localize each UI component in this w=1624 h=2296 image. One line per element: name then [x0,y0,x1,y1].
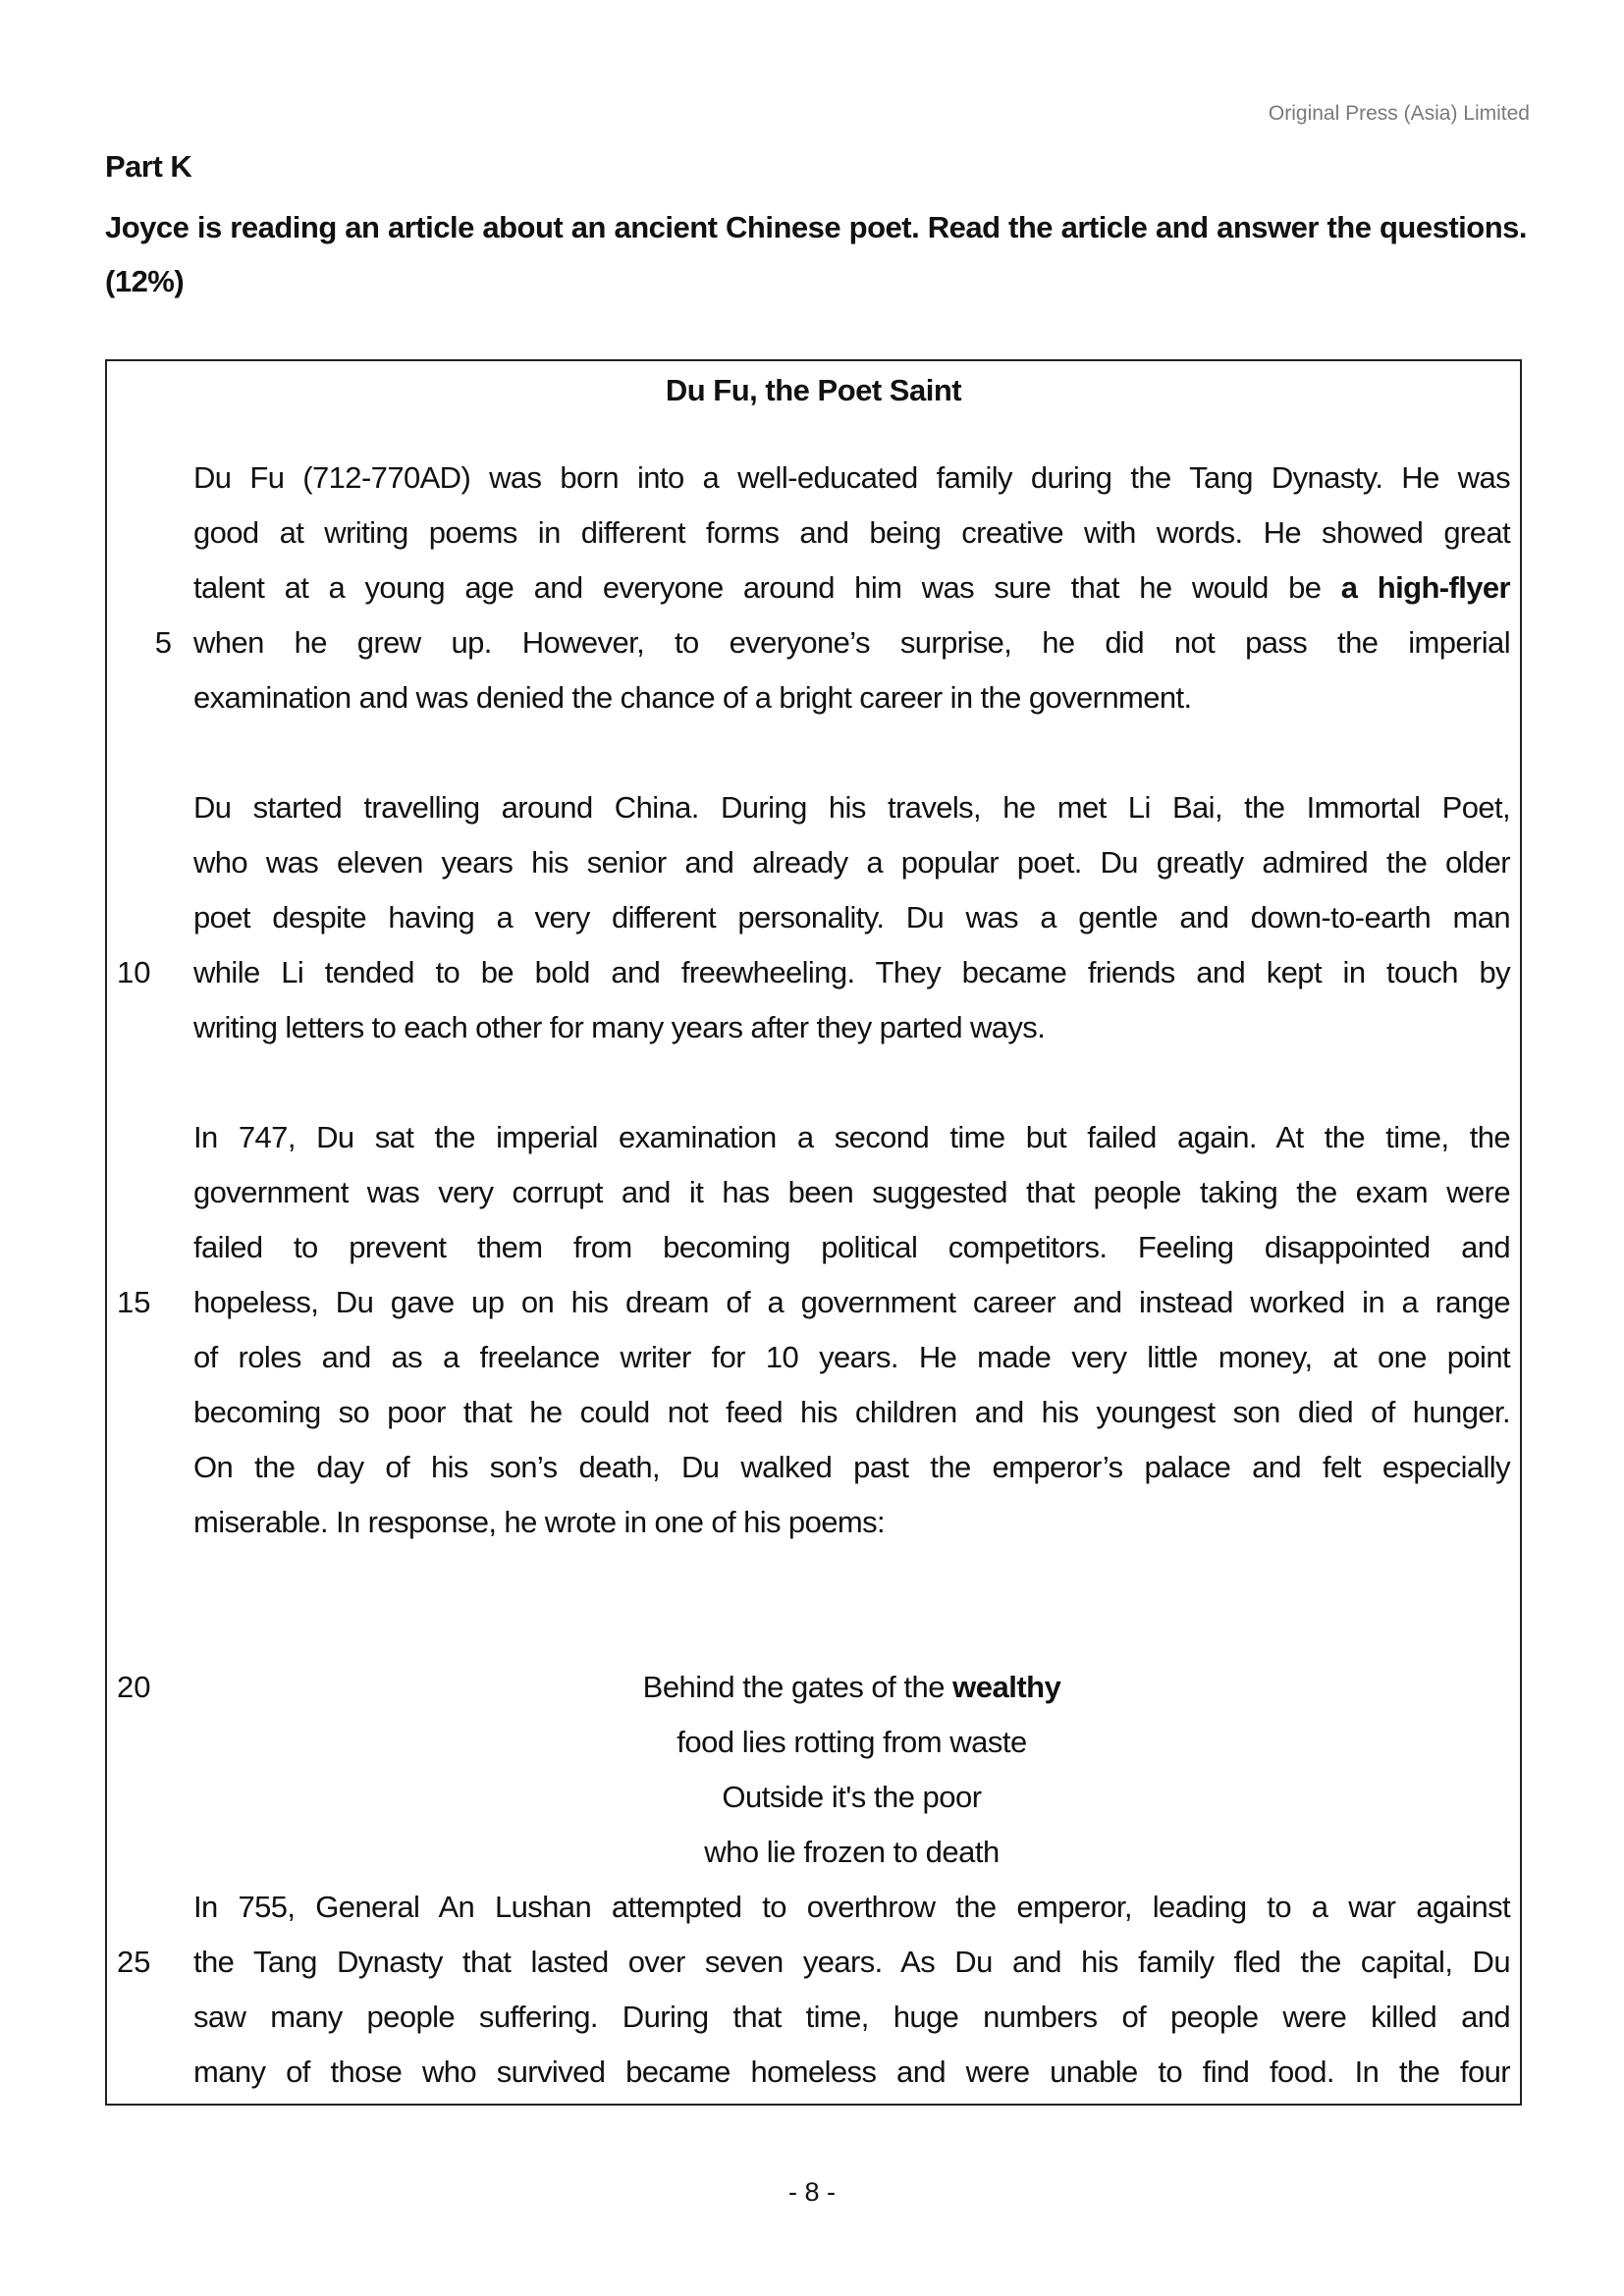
text-line: government was very corrupt and it has been suggested that people taking the exam were [193,1175,1510,1209]
text-line [193,561,1510,615]
text-line: In 747, Du sat the imperial examination a second time but failed again. At the time, the [193,1120,1510,1154]
line-number-10: 10 [117,955,151,989]
text-line: becoming so poor that he could not feed his children and his youngest son died of hunger. [193,1395,1510,1429]
text-line: the Tang Dynasty that lasted over seven years. As Du and his family fled the capital, Du [193,1945,1510,1979]
line-number-15: 15 [117,1285,151,1319]
paragraph-2 [193,780,1510,1055]
text-line: poet despite having a very different personality. Du was a gentle and down-to-earth man [193,900,1510,934]
poem [193,1660,1510,1880]
paragraph-1 [193,451,1510,725]
text-line: while Li tended to be bold and freewheeling. They became friends and kept in touch by [193,955,1510,989]
line-number-5: 5 [154,625,172,660]
paragraph-4 [193,1880,1510,2100]
paragraph-3 [193,1110,1510,1550]
poem-line-1 [193,1660,1510,1715]
part-title: Part K [105,149,192,184]
text-line: failed to prevent them from becoming political competitors. Feeling disappointed and [193,1230,1510,1264]
text-line: On the day of his son’s death, Du walked past the emperor’s palace and felt especially [193,1450,1510,1484]
poem-line-4: who lie frozen to death [704,1835,1000,1869]
publisher-header: Original Press (Asia) Limited [1268,102,1530,125]
text-line: hopeless, Du gave up on his dream of a government career and instead worked in a range [193,1285,1510,1319]
text-line: who was eleven years his senior and already a popular poet. Du greatly admired the older [193,845,1510,880]
text-line: examination and was denied the chance of a bright career in the government. [193,680,1192,715]
text-line: when he grew up. However, to everyone’s surprise, he did not pass the imperial [193,625,1510,660]
text-line: miserable. In response, he wrote in one of his poems: [193,1505,885,1539]
text-fragment: talent at a young age and everyone around him was sure that he would be [193,570,1322,605]
poem-line-2: food lies rotting from waste [677,1725,1027,1759]
poem-line-3: Outside it's the poor [722,1780,982,1814]
text-line: many of those who survived became homeless and were unable to find food. In the four [193,2055,1510,2089]
text-line: saw many people suffering. During that time, huge numbers of people were killed and [193,2000,1510,2034]
text-line: good at writing poems in different forms and being creative with words. He showed great [193,515,1510,550]
text-line: Du started travelling around China. During his travels, he met Li Bai, the Immortal Poet, [193,790,1510,825]
line-number-25: 25 [117,1945,151,1979]
bold-phrase-high-flyer: a high-flyer [1340,570,1510,605]
instructions: Joyce is reading an article about an ancient Chinese poet. Read the article and answer the questions. (12%) [105,210,1527,298]
poem-line-1-text: Behind the gates of the [642,1670,945,1704]
text-line: In 755, General An Lushan attempted to overthrow the emperor, leading to a war against [193,1890,1510,1924]
article-title: Du Fu, the Poet Saint [665,373,962,407]
text-line: of roles and as a freelance writer for 10 years. He made very little money, at one point [193,1340,1510,1374]
text-line: writing letters to each other for many years after they parted ways. [193,1010,1046,1044]
article-box [105,359,1522,2106]
text-line: Du Fu (712-770AD) was born into a well-educated family during the Tang Dynasty. He was [193,460,1510,495]
bold-word-wealthy: wealthy [952,1670,1061,1704]
line-number-20: 20 [117,1670,151,1704]
page-number: - 8 - [787,2177,836,2207]
